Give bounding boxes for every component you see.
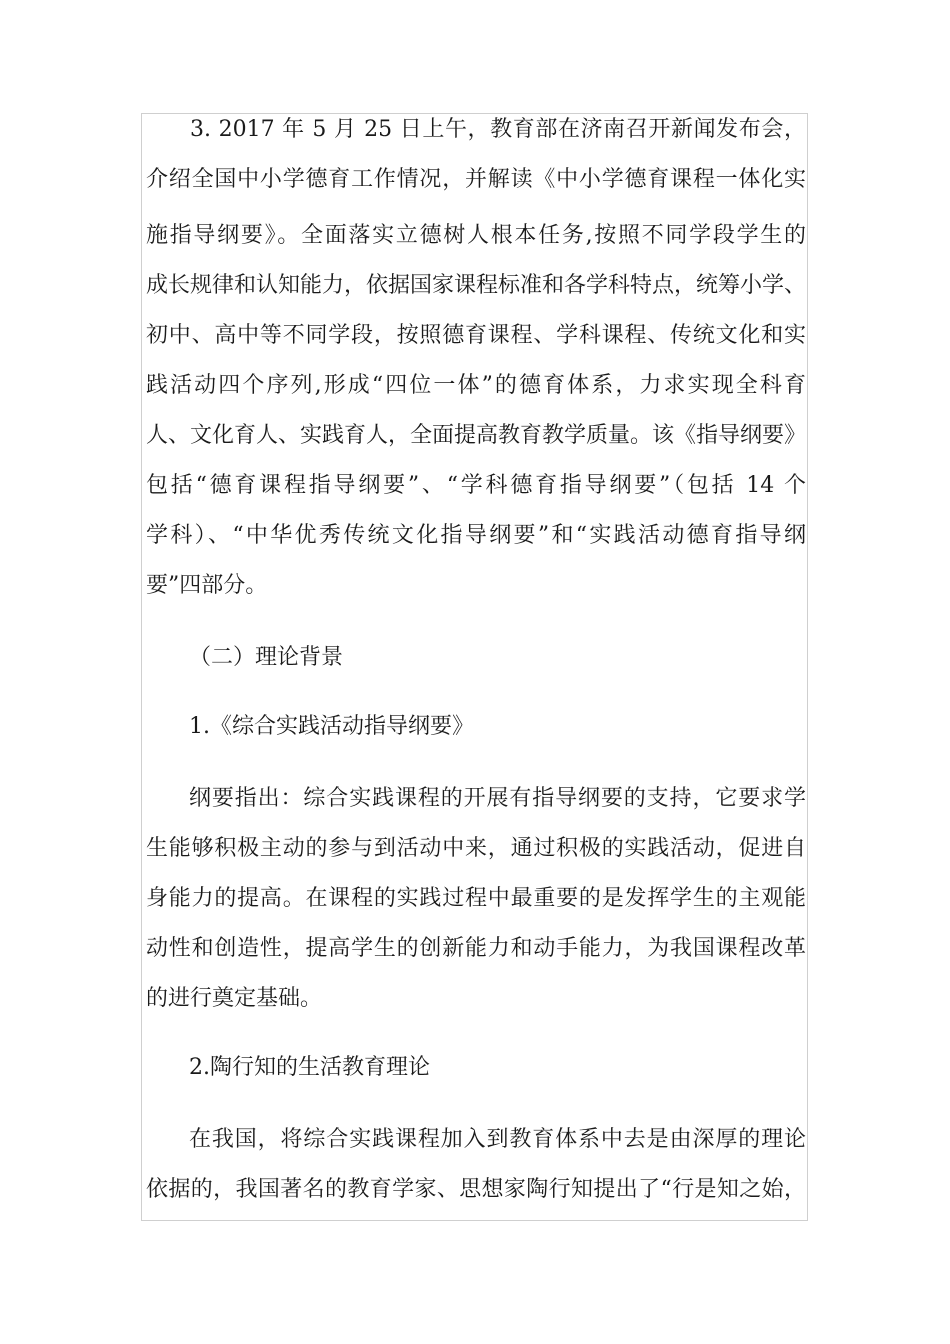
paragraph-outline-line-1: 纲要指出：综合实践课程的开展有指导纲要的支持，它要求学 xyxy=(189,786,806,811)
paragraph-news-line-1: 3. 2017 年 5 月 25 日上午，教育部在济南召开新闻发布会， xyxy=(190,117,806,142)
paragraph-news-line-9: 学科）、“中华优秀传统文化指导纲要”和“实践活动德育指导纲 xyxy=(146,523,806,548)
paragraph-news-line-7: 人、文化育人、实践育人，全面提高教育教学质量。该《指导纲要》 xyxy=(146,423,806,448)
paragraph-news-line-10: 要”四部分。 xyxy=(146,573,268,598)
paragraph-news-line-8: 包括“德育课程指导纲要”、“学科德育指导纲要”（包括 14 个 xyxy=(146,473,806,498)
paragraph-outline-line-5: 的进行奠定基础。 xyxy=(146,986,323,1011)
paragraph-outline-line-2: 生能够积极主动的参与到活动中来，通过积极的实践活动，促进自 xyxy=(146,836,806,861)
paragraph-tao-line-1: 在我国，将综合实践课程加入到教育体系中去是由深厚的理论 xyxy=(189,1127,806,1152)
paragraph-outline-line-3: 身能力的提高。在课程的实践过程中最重要的是发挥学生的主观能 xyxy=(146,886,806,911)
paragraph-outline-line-4: 动性和创造性，提高学生的创新能力和动手能力，为我国课程改革 xyxy=(146,936,806,961)
subheading-outline: 1.《综合实践活动指导纲要》 xyxy=(189,714,474,739)
paragraph-news-line-2: 介绍全国中小学德育工作情况，并解读《中小学德育课程一体化实 xyxy=(146,167,806,192)
paragraph-news-line-4: 成长规律和认知能力，依据国家课程标准和各学科特点，统筹小学、 xyxy=(146,273,806,298)
section-heading-theory: （二）理论背景 xyxy=(189,645,344,670)
paragraph-news-line-5: 初中、高中等不同学段，按照德育课程、学科课程、传统文化和实 xyxy=(146,323,806,348)
paragraph-news-line-6: 践活动四个序列,形成“四位一体”的德育体系，力求实现全科育 xyxy=(146,373,806,398)
subheading-tao-xingzhi: 2.陶行知的生活教育理论 xyxy=(189,1055,430,1080)
paragraph-tao-line-2: 依据的，我国著名的教育学家、思想家陶行知提出了“行是知之始， xyxy=(146,1177,806,1202)
paragraph-news-line-3: 施指导纲要》。全面落实立德树人根本任务,按照不同学段学生的 xyxy=(146,223,806,248)
